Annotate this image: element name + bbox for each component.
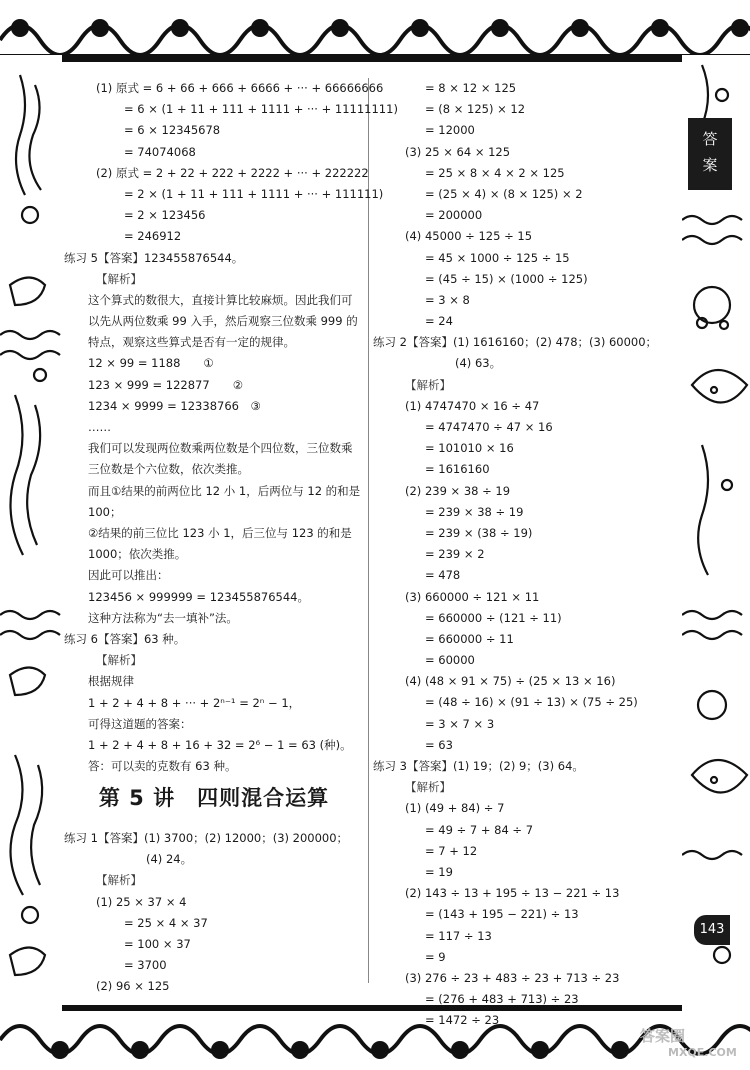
text-line: = 117 ÷ 13 [425, 928, 492, 943]
text-line: = 24 [425, 314, 453, 329]
watermark-url: MXQE.COM [668, 1046, 737, 1059]
text-line: = 19 [425, 864, 453, 879]
text-line: = (48 ÷ 16) × (91 ÷ 13) × (75 ÷ 25) [425, 695, 638, 710]
left-column [64, 78, 398, 777]
text-line: = 660000 ÷ (121 ÷ 11) [425, 610, 562, 625]
paragraph: 我们可以发现两位数乘两位数是个四位数，三位数乘三位数是个六位数，依次类推。 [88, 441, 353, 477]
text-line: (1) 25 × 37 × 4 [96, 894, 187, 909]
text-line: = 4747470 ÷ 47 × 16 [425, 420, 553, 434]
equation: 1 + 2 + 4 + 8 + ··· + 2ⁿ⁻¹ = 2ⁿ − 1， [88, 695, 301, 710]
text-line: = 25 × 4 × 37 [124, 915, 208, 930]
text-line: = 239 × 38 ÷ 19 [425, 504, 524, 519]
text-line: = 1616160 [425, 462, 490, 477]
text-line: = 6 × 12345678 [124, 123, 221, 138]
exercise-2-answer: 练习 2【答案】(1) 1616160；(2) 478；(3) 60000； [373, 335, 658, 350]
text-line: = 63 [425, 737, 453, 752]
text-line: = 49 ÷ 7 + 84 ÷ 7 [425, 822, 534, 837]
text-line: = 239 × 2 [425, 547, 485, 562]
text-line: (3) 276 ÷ 23 + 483 ÷ 23 + 713 ÷ 23 [405, 970, 620, 985]
analysis-label: 【解析】 [96, 873, 142, 888]
text-line: (2) 96 × 125 [96, 979, 170, 994]
side-tab-char-1: 答 [702, 130, 718, 148]
equation: 12 × 99 = 1188 ① [88, 356, 214, 371]
text-line: (1) 4747470 × 16 ÷ 47 [405, 398, 540, 413]
text-line: = 2 × 123456 [124, 208, 206, 223]
text-line: 可得这道题的答案： [88, 716, 192, 731]
analysis-label: 【解析】 [405, 377, 451, 392]
text-line: = 100 × 37 [124, 936, 191, 951]
answer-side-tab [688, 118, 732, 190]
left-column-lower [64, 828, 362, 998]
exercise-3-answer: 练习 3【答案】(1) 19；(2) 9；(3) 64。 [373, 759, 584, 773]
text-line: (4) (48 × 91 × 75) ÷ (25 × 13 × 16) [405, 674, 616, 689]
text-line: 根据规律 [88, 674, 134, 689]
text-line: = (8 × 125) × 12 [425, 102, 526, 117]
left-doodle-border [0, 55, 62, 1015]
paragraph: ②结果的前三位比 123 小 1，后三位与 123 的和是 1000；依次类推。 [88, 526, 352, 562]
text-line: = 7 + 12 [425, 843, 478, 858]
text-line: = 246912 [124, 229, 182, 244]
equation: 1 + 2 + 4 + 8 + 16 + 32 = 2⁶ − 1 = 63 (种)。 [88, 737, 352, 752]
text-line: = 101010 × 16 [425, 441, 514, 456]
analysis-label: 【解析】 [96, 271, 142, 286]
text-line: 答：可以卖的克数有 63 种。 [88, 759, 237, 774]
side-tab-char-2: 案 [702, 156, 718, 174]
text-line: = 25 × 8 × 4 × 2 × 125 [425, 165, 565, 180]
paragraph: 而且①结果的前两位比 12 小 1，后两位与 12 的和是 100； [88, 483, 361, 519]
text-line: = 2 × (1 + 11 + 111 + 1111 + ··· + 111111) [124, 186, 384, 201]
lecture-title: 第 5 讲 四则混合运算 [98, 786, 330, 810]
text-line: (3) 660000 ÷ 121 × 11 [405, 589, 540, 604]
text-line: = 12000 [425, 123, 475, 138]
text-line: (1) 原式 = 6 + 66 + 666 + 6666 + ··· + 66666666 [96, 81, 384, 95]
text-line: (4) 24。 [146, 852, 193, 867]
ellipsis: …… [88, 420, 111, 435]
column-divider [368, 78, 369, 983]
text-line: = 1472 ÷ 23 [425, 1013, 500, 1028]
text-line: = 45 × 1000 ÷ 125 ÷ 15 [425, 250, 570, 265]
text-line: (3) 25 × 64 × 125 [405, 144, 511, 159]
text-line: (2) 原式 = 2 + 22 + 222 + 2222 + ··· + 222222 [96, 165, 369, 180]
text-line: = 3 × 7 × 3 [425, 716, 495, 731]
text-line: = 239 × (38 ÷ 19) [425, 525, 533, 540]
text-line: = (143 + 195 − 221) ÷ 13 [425, 907, 579, 922]
text-line: = (45 ÷ 15) × (1000 ÷ 125) [425, 271, 588, 286]
text-line: = 3 × 8 [425, 292, 470, 307]
text-line: = 60000 [425, 653, 475, 668]
paragraph: 因此可以推出： [88, 568, 169, 583]
equation: 123456 × 999999 = 123455876544。 [88, 589, 309, 604]
text-line: (2) 143 ÷ 13 + 195 ÷ 13 − 221 ÷ 13 [405, 886, 620, 901]
text-line: = 3700 [124, 958, 167, 973]
paragraph: 这种方法称为“去一填补”法。 [88, 610, 238, 625]
right-column [373, 78, 673, 1031]
text-line: (2) 239 × 38 ÷ 19 [405, 483, 511, 498]
text-line: = 200000 [425, 208, 483, 223]
right-doodle-border [682, 55, 750, 1015]
text-line: (4) 45000 ÷ 125 ÷ 15 [405, 229, 533, 244]
text-line: (4) 63。 [455, 356, 502, 371]
text-line: = (276 + 483 + 713) ÷ 23 [425, 992, 579, 1007]
exercise-6-answer: 练习 6【答案】63 种。 [64, 632, 186, 647]
text-line: = (25 × 4) × (8 × 125) × 2 [425, 186, 583, 201]
watermark-logo: 答案圈 [640, 1027, 686, 1045]
text-line: = 6 × (1 + 11 + 111 + 1111 + ··· + 11111111) [124, 102, 398, 117]
analysis-label: 【解析】 [405, 780, 451, 795]
equation: 123 × 999 = 122877 ② [88, 377, 244, 392]
equation: 1234 × 9999 = 12338766 ③ [88, 398, 261, 413]
text-line: = 478 [425, 568, 461, 583]
analysis-label: 【解析】 [96, 653, 142, 668]
text-line: = 660000 ÷ 11 [425, 631, 514, 646]
exercise-1-answer: 练习 1【答案】(1) 3700；(2) 12000；(3) 200000； [64, 831, 349, 845]
text-line: = 9 [425, 949, 446, 964]
text-line: = 8 × 12 × 125 [425, 81, 517, 95]
page-number: 143 [694, 915, 730, 945]
top-wave-border [0, 0, 750, 62]
text-line: = 74074068 [124, 144, 196, 159]
text-line: (1) (49 + 84) ÷ 7 [405, 801, 505, 816]
exercise-5-answer: 练习 5【答案】123455876544。 [64, 250, 244, 265]
paragraph: 这个算式的数很大，直接计算比较麻烦。因此我们可以先从两位数乘 99 入手，然后观察三位数乘 999 的特点，观察这些算式是否有一定的规律。 [88, 292, 358, 350]
